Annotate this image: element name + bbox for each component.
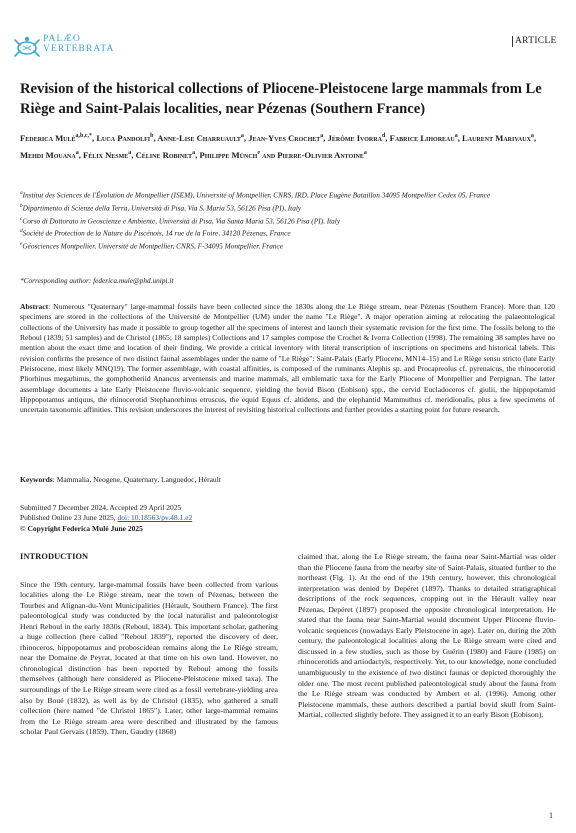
affiliation-key: b	[20, 202, 23, 209]
journal-name-line1: PALÆO	[43, 34, 81, 44]
author-name: Mehdi Mouana	[20, 150, 76, 161]
author-name: Philippe Münch	[199, 150, 258, 161]
copyright: © Copyright Federica Mulè June 2025	[20, 523, 143, 533]
published-line	[20, 513, 192, 523]
author-affiliation-marker: a	[454, 133, 458, 139]
submission-date: Submitted 7 December 2024, Accepted 29 April 2025	[20, 503, 182, 512]
publication-dates	[20, 503, 192, 534]
affiliation-item: $^a$Institut des Sciences de l'Évolution de Montpellier (ISEM), Université of Montpellier, CNRS, IRD, Place Eugène Bataillon 34095 Montpellier Cedex 05, France	[20, 190, 491, 200]
author-name: Céline Robinet	[135, 150, 193, 161]
keywords-label: Keywords	[20, 475, 53, 484]
abstract-text: : Numerous "Quaternary" large-mammal fossils have been collected since the 1830s along the Le Riège stream, near Pézenas (Southern France). More than 120 specimens are stored in the collections of the Université de Montpellier (UM) under the name "Le Riège". A major operation aiming at relocating the palaeontological collections of the University has made it possible to group together all the specimens of interest and launch their systematic revision for the first time. The fossils belong to the Reboul (1839; 51 samples) and de Christol (1865; 18 samples) Collections and 17 samples compose the Crochet & Ivorra Collection (1998). The remaining 38 samples have no mention about the exact time and location of their finding. We provide a critical inventory with literal transcription of inscriptions on specimens and historical labels. This revision confirms the presence of two distinct faunal assemblages under the name of "Le Riège": Saint-Palais (Early Pliocene, MN14–15) and Le Riège sensu stricto (late Early Pleistocene, most likely MNQ19). The former assemblage, with coastal affinities, is composed of the ruminants Alephis sp. and Procapreolus cf. pyrenaicus, the rhinocerotid Pliorhinus megarhinus, the gomphotheriid Anancus arvernensis and marine mammals, all emblematic taxa for the Early Pliocene of Montpellier and Perpignan. The latter assemblage documents a late Early Pleistocene fluvio-volcanic sequence, yielding the bovid Bison (Eobison) spp., the cervid Eucladoceros cf. giulii, the hippopotamid Hippopotamus antiquus, the rhinocerotid Stephanorhinus etruscus, the equid Equus cf. altidens, and the elephantid Mammuthus cf. meridionalis, plus a few specimens of uncertain taxonomic affinities. This revision underscores the interest of revisiting historical collections and further provides a starting point for future research.	[20, 302, 555, 415]
affiliation-item: $^e$Géosciences Montpellier, Université de Montpellier, CNRS, F-34095 Montpellier, France	[20, 241, 283, 251]
intro-paragraph-left: Since the 19th century, large-mammal fossils have been collected from various localities along the Le Riège stream, near the town of Pézenas, between the Tourbes and Alignan-du-Vent Municipalities (Hérault, Southern France). The first paleontological study was conducted by the local naturalist and paleontologist Henri Reboul in the early 1830s (Reboul, 1834). This important scholar, gathering a huge collection (here called "Reboul 1839"), reported the discovery of deer, rhinoceros, hippopotamus and proboscidean remains along the Le Riège stream, near the Domaine de Peyrat, located at that time on his own land. However, no chronological distinction has been reported by Reboul among the fossils themselves (although here considered as Pliocene-Pleistocene mixed taxa). The surroundings of the Le Riège stream were cited as a fossil vertebrate-yielding area also by Boué (1832), as well as by de Christol (1835), who gathered a small collection (here named "de Christol 1865"). Later, other large-mammal remains from the Le Riège stream area were described and illustrated by the famous scholar Paul Gervais (1859). Then, Gaudry (1868)	[20, 579, 278, 737]
author-affiliation-marker: a	[363, 150, 367, 157]
author-name: Félix Nesme	[83, 150, 129, 161]
author-name: Luca Pandolfi	[96, 132, 151, 143]
turtle-logo-icon	[12, 35, 42, 61]
intro-column-left	[20, 552, 278, 738]
affiliation-item: $^d$Société de Protection de la Nature du Piscénois, 14 rue de la Foire, 34120 Pézenas, France	[20, 228, 291, 238]
author-affiliation-marker: a	[530, 133, 534, 139]
author-affiliation-marker: a	[240, 133, 244, 139]
affiliation-item: $^c$Corso di Dottorato in Geoscienze e Ambiente, Università di Pisa, Via Santa Maria 53, 56126 Pisa (PI), Italy	[20, 215, 341, 226]
author-affiliation-marker: a	[75, 150, 79, 157]
journal-name-line2: VERTEBRATA	[43, 44, 115, 54]
affiliation-list	[20, 188, 560, 252]
author-affiliation-marker: e	[257, 150, 260, 157]
affiliation-key: d	[20, 228, 23, 235]
affiliation-key: e	[20, 241, 23, 248]
author-affiliation-marker: a	[128, 150, 132, 157]
keywords	[20, 475, 555, 484]
author-affiliation-marker: d	[381, 133, 386, 139]
affiliation-item: $^b$Dipartimento di Scienze della Terra, Università di Pisa, Via S. Maria 53, 56126 Pisa (PI), Italy	[20, 202, 302, 213]
author-name: Federica Mulè	[20, 132, 76, 143]
intro-column-right	[298, 552, 556, 721]
author-name: Fabrice Lihoreau	[389, 132, 455, 143]
author-affiliation-marker: a	[320, 133, 324, 139]
affiliation-key: a	[20, 190, 23, 196]
abstract-label: Abstract	[20, 302, 49, 311]
published-date: Published Online 23 June 2025,	[20, 513, 118, 523]
intro-paragraph-right: claimed that, along the Le Riège stream, the fauna near Saint-Martial was older than the Pliocene fauna from the nearby site of Saint-Palais, situated further to the northeast (Fig. 1). At the end of the 19th century, however, this chronological interpretation was denied by Depéret (1897). Thanks to detailed stratigraphical descriptions of the rock sequences, cropping out in the Hérault valley near Pézenas, Depéret (1897) proposed the opposite chronological interpretation. He stated that the fauna near Saint-Martial would document Upper Pliocene fluvio-volcanic sequences (nowadays Early Pleistocene in age). Later on, during the 20th century, the paleontological localities along the Le Riège stream were cited and discussed in a few studies, such as those by Guérin (1980) and Faure (1985) on rhinocerotids and artiodactyls, respectively. Yet, to our knowledge, none concluded unambiguously to the existence of two distinct faunas or depicted thoroughly the older one. The most recent published paleontological study about the fauna from the Le Riège stream was conducted by Ambert et al. (1996). Among other Pleistocene mammals, these authors described a partial bovid skull from Saint-Martial, collected slightly before. They assigned it to an early Bison (Eobison),	[298, 552, 556, 720]
abstract	[20, 302, 555, 416]
page-number: 1	[549, 811, 553, 820]
paper-title: Revision of the historical collections of Pliocene-Pleistocene large mammals from Le Riège and Saint-Palais localities, near Pézenas (Southern France)	[20, 81, 542, 117]
keywords-text: : Mammalia, Neogene, Quaternary, Languedoc, Hérault	[52, 475, 221, 484]
article-type-label: ARTICLE	[512, 36, 557, 47]
journal-logo[interactable]	[12, 34, 162, 64]
affiliation-key: c	[20, 215, 23, 222]
author-name: Pierre-Olivier Antoine	[277, 150, 364, 161]
author-name: Anne-Lise Charruault	[157, 132, 241, 143]
author-affiliation-marker: a,b,c,*	[75, 133, 93, 139]
section-heading-introduction: INTRODUCTION	[20, 552, 89, 561]
doi-link[interactable]: doi: 10.18563/pv.48.1.e2	[117, 513, 193, 523]
journal-name	[43, 34, 114, 54]
author-affiliation-marker: a	[192, 150, 196, 157]
author-name: Laurent Marivaux	[462, 132, 531, 143]
author-affiliation-marker: b	[150, 133, 154, 139]
author-list: Federica Mulè$^{a,b,c,*}$, Luca Pandolfi$^b$, Anne-Lise Charruault$^a$, Jean-Yves Crochet$^a$, Jérôme Ivorra$^d$, Fabrice Lihoreau$^a$, Laurent Marivaux$^a$, Mehdi Mouana$^a$, Félix Nesme$^a$, Céline Robinet$^a$, Philippe Münch$^e$ and Pierre-Olivier Antoine$^a$	[20, 132, 537, 161]
author-name: Jean-Yves Crochet	[248, 132, 321, 143]
author-name: Jérôme Ivorra	[327, 132, 382, 143]
corresponding-author: *Corresponding author: federica.mule@phd.unipi.it	[20, 276, 174, 285]
